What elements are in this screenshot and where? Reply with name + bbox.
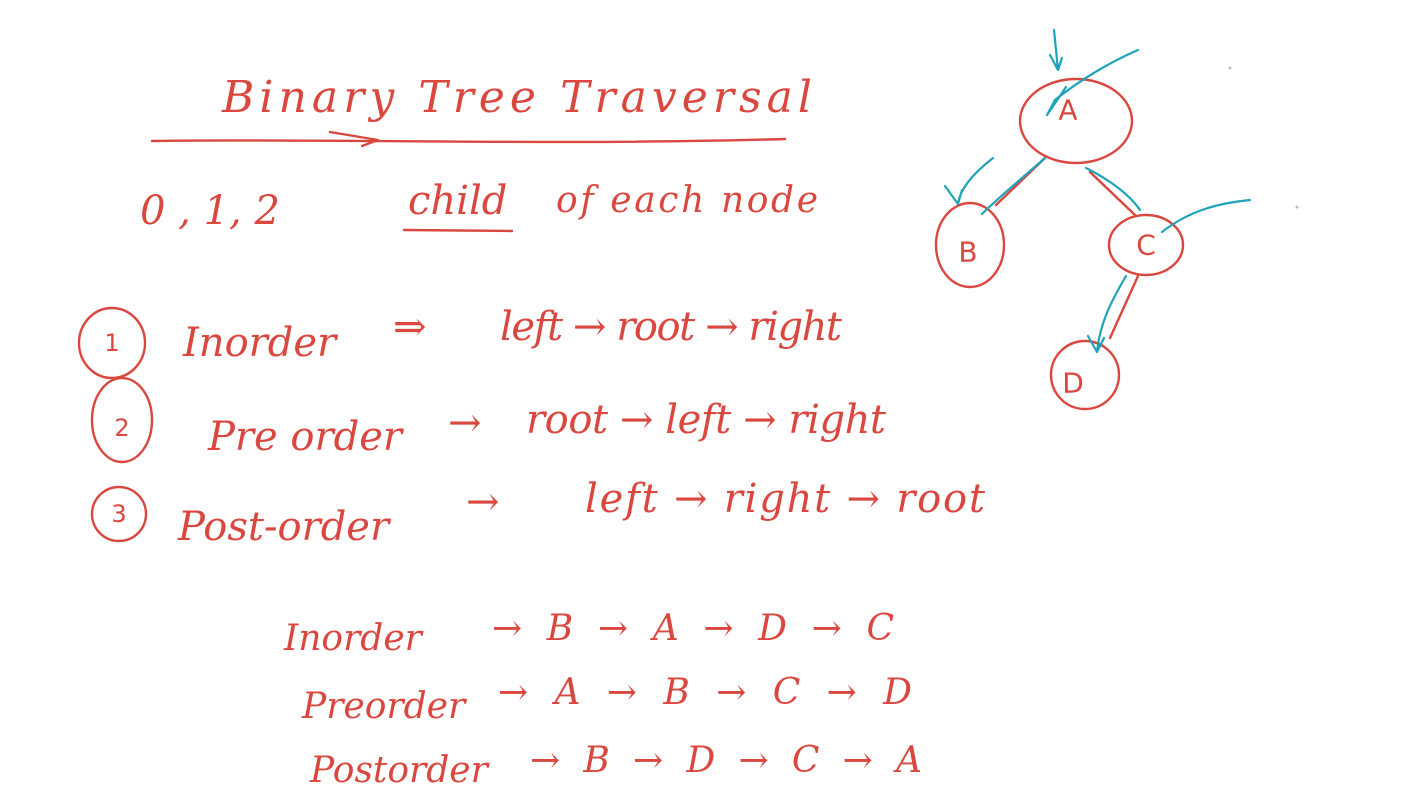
tree-node-label: D <box>1062 366 1084 400</box>
children-counts: 0 , 1, 2 <box>140 188 280 234</box>
tree-node-label: C <box>1136 228 1156 262</box>
result-name-postorder: Postorder <box>310 750 488 791</box>
children-note-rest: of each node <box>556 180 818 221</box>
rule-number: 3 <box>111 500 127 528</box>
result-sequence-preorder: → A → B → C → D <box>498 672 912 713</box>
tree-node-d <box>1051 341 1119 409</box>
rule-name-inorder: Inorder <box>183 320 337 366</box>
tree-edge-a-c <box>1090 172 1135 215</box>
rule-arrow: → <box>448 400 482 446</box>
rule-arrow: → <box>466 479 500 525</box>
tree-node-label: A <box>1058 93 1078 127</box>
traversal-path-stroke <box>982 158 1045 214</box>
rule-order-preorder: root → left → right <box>526 397 886 443</box>
rule-order-inorder: left → root → right <box>500 304 842 350</box>
tree-node-label: B <box>958 235 978 269</box>
whiteboard-dot <box>1296 206 1299 209</box>
result-name-preorder: Preorder <box>302 686 466 727</box>
result-name-inorder: Inorder <box>284 618 422 659</box>
rule-name-postorder: Post-order <box>178 504 390 550</box>
child-underline <box>404 230 512 231</box>
title-underline-hook <box>330 132 378 146</box>
rule-number: 1 <box>104 329 120 357</box>
rule-arrow: ⇒ <box>393 304 427 350</box>
whiteboard-dot <box>1229 67 1232 70</box>
result-sequence-inorder: → B → A → D → C <box>492 608 894 649</box>
result-sequence-postorder: → B → D → C → A <box>530 740 922 781</box>
rule-order-postorder: left → right → root <box>585 476 985 522</box>
traversal-start-arrow <box>1050 30 1062 70</box>
page-title: Binary Tree Traversal <box>222 72 812 123</box>
traversal-path-stroke <box>945 158 993 204</box>
title-underline <box>152 139 785 142</box>
rule-name-preorder: Pre order <box>208 414 403 460</box>
child-word: child <box>408 178 508 224</box>
tree-edge-c-d <box>1110 276 1138 338</box>
rule-number: 2 <box>114 414 130 442</box>
